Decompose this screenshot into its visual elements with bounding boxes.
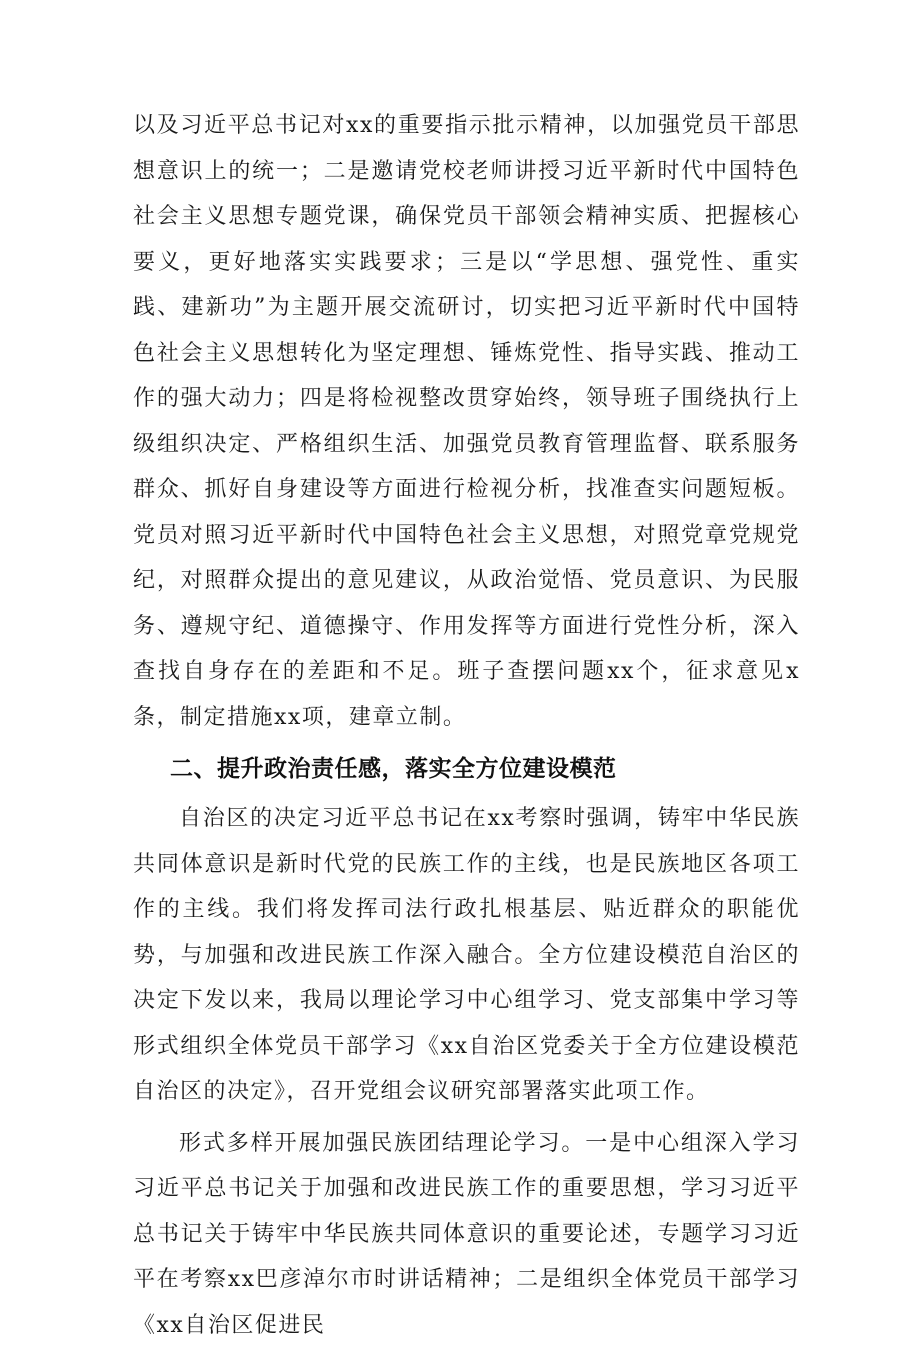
paragraph-body: 形式多样开展加强民族团结理论学习。一是中心组深入学习习近平总书记关于加强和改进民族工作的重要思想，学习习近平总书记关于铸牢中华民族共同体意识的重要论述，专题学习习近平在考察xx巴彦淖尔市时讲话精神；二是组织全体党员干部学习《xx自治区促进民 <box>133 1121 800 1348</box>
paragraph-body: 自治区的决定习近平总书记在xx考察时强调，铸牢中华民族共同体意识是新时代党的民族工作的主线，也是民族地区各项工作的主线。我们将发挥司法行政扎根基层、贴近群众的职能优势，与加强和改进民族工作深入融合。全方位建设模范自治区的决定下发以来，我局以理论学习中心组学习、党支部集中学习等形式组织全体党员干部学习《xx自治区党委关于全方位建设模范自治区的决定》，召开党组会议研究部署落实此项工作。 <box>133 796 800 1115</box>
section-heading: 二、提升政治责任感，落实全方位建设模范 <box>133 744 800 794</box>
paragraph-continuation: 以及习近平总书记对xx的重要指示批示精神，以加强党员干部思想意识上的统一；二是邀请党校老师讲授习近平新时代中国特色社会主义思想专题党课，确保党员干部领会精神实质、把握核心要义，更好地落实实践要求；三是以“学思想、强党性、重实践、建新功”为主题开展交流研讨，切实把习近平新时代中国特色社会主义思想转化为坚定理想、锤炼党性、指导实践、推动工作的强大动力；四是将检视整改贯穿始终，领导班子围绕执行上级组织决定、严格组织生活、加强党员教育管理监督、联系服务群众、抓好自身建设等方面进行检视分析，找准查实问题短板。党员对照习近平新时代中国特色社会主义思想，对照党章党规党纪，对照群众提出的意见建议，从政治觉悟、党员意识、为民服务、遵规守纪、道德操守、作用发挥等方面进行党性分析，深入查找自身存在的差距和不足。班子查摆问题xx个，征求意见x条，制定措施xx项，建章立制。 <box>133 103 800 740</box>
document-body <box>133 103 800 1348</box>
